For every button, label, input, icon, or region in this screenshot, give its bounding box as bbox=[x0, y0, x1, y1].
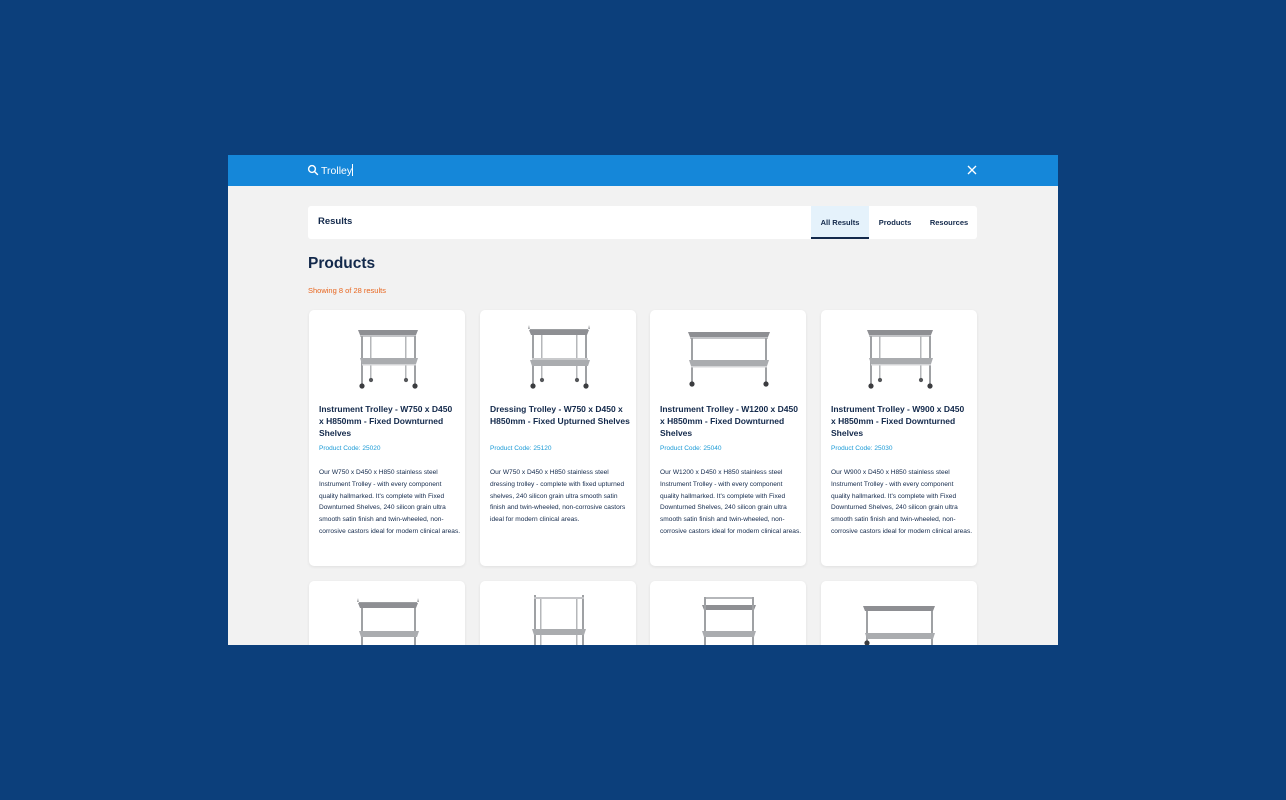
tab-products[interactable]: Products bbox=[878, 218, 912, 227]
product-card[interactable] bbox=[821, 310, 977, 566]
trolley-icon bbox=[851, 593, 947, 645]
results-label: Results bbox=[318, 216, 353, 227]
trolley-icon bbox=[339, 593, 435, 645]
trolley-icon bbox=[680, 322, 776, 392]
product-card[interactable] bbox=[309, 310, 465, 566]
product-card[interactable] bbox=[480, 581, 636, 645]
product-code: Product Code: 25020 bbox=[319, 445, 381, 452]
product-card[interactable] bbox=[309, 581, 465, 645]
product-card[interactable] bbox=[821, 581, 977, 645]
product-code: Product Code: 25030 bbox=[831, 445, 893, 452]
product-title[interactable]: Instrument Trolley - W1200 x D450 x H850mm - Fixed Downturned Shelves bbox=[660, 404, 798, 438]
search-icon bbox=[307, 164, 319, 176]
product-code: Product Code: 25120 bbox=[490, 445, 552, 452]
tab-all-results[interactable]: All Results bbox=[811, 206, 869, 239]
search-overlay bbox=[228, 155, 1058, 645]
results-filter-bar bbox=[308, 206, 977, 239]
product-card[interactable] bbox=[650, 581, 806, 645]
product-code: Product Code: 25040 bbox=[660, 445, 722, 452]
product-description: Our W750 x D450 x H850 stainless steel dressing trolley - complete with fixed upturned shelves, 240 silicon grain ultra smooth satin finish and twin-wheeled, non-corrosive castors ideal for modern clinical areas. bbox=[490, 469, 626, 524]
search-input[interactable] bbox=[321, 161, 921, 180]
trolley-icon bbox=[851, 322, 947, 392]
product-card[interactable] bbox=[650, 310, 806, 566]
products-heading: Products bbox=[308, 255, 376, 272]
trolley-icon bbox=[510, 322, 606, 392]
search-bar bbox=[228, 155, 1058, 186]
product-description: Our W750 x D450 x H850 stainless steel Instrument Trolley - with every component quality hallmarked. It's complete with Fixed Downturned Shelves, 240 silicon grain ultra smooth satin finish and twin-wheeled, non-corrosive castors ideal for modern clinical areas. bbox=[319, 469, 461, 535]
results-count: Showing 8 of 28 results bbox=[308, 286, 386, 295]
tab-resources[interactable]: Resources bbox=[929, 218, 969, 227]
product-title[interactable]: Dressing Trolley - W750 x D450 x H850mm - Fixed Upturned Shelves bbox=[490, 404, 630, 426]
product-description: Our W1200 x D450 x H850 stainless steel Instrument Trolley - with every component quality hallmarked. It's complete with Fixed Downturned Shelves, 240 silicon grain ultra smooth satin finish and twin-wheeled, non-corrosive castors ideal for modern clinical areas. bbox=[660, 469, 802, 535]
product-description: Our W900 x D450 x H850 stainless steel Instrument Trolley - with every component quality hallmarked. It's complete with Fixed Downturned Shelves, 240 silicon grain ultra smooth satin finish and twin-wheeled, non-corrosive castors ideal for modern clinical areas. bbox=[831, 469, 973, 535]
trolley-icon bbox=[680, 593, 776, 645]
product-title[interactable]: Instrument Trolley - W750 x D450 x H850mm - Fixed Downturned Shelves bbox=[319, 404, 453, 438]
product-title[interactable]: Instrument Trolley - W900 x D450 x H850mm - Fixed Downturned Shelves bbox=[831, 404, 965, 438]
trolley-icon bbox=[510, 593, 606, 645]
text-cursor bbox=[352, 164, 353, 176]
close-icon[interactable] bbox=[966, 164, 978, 176]
product-card[interactable] bbox=[480, 310, 636, 566]
trolley-icon bbox=[339, 322, 435, 392]
